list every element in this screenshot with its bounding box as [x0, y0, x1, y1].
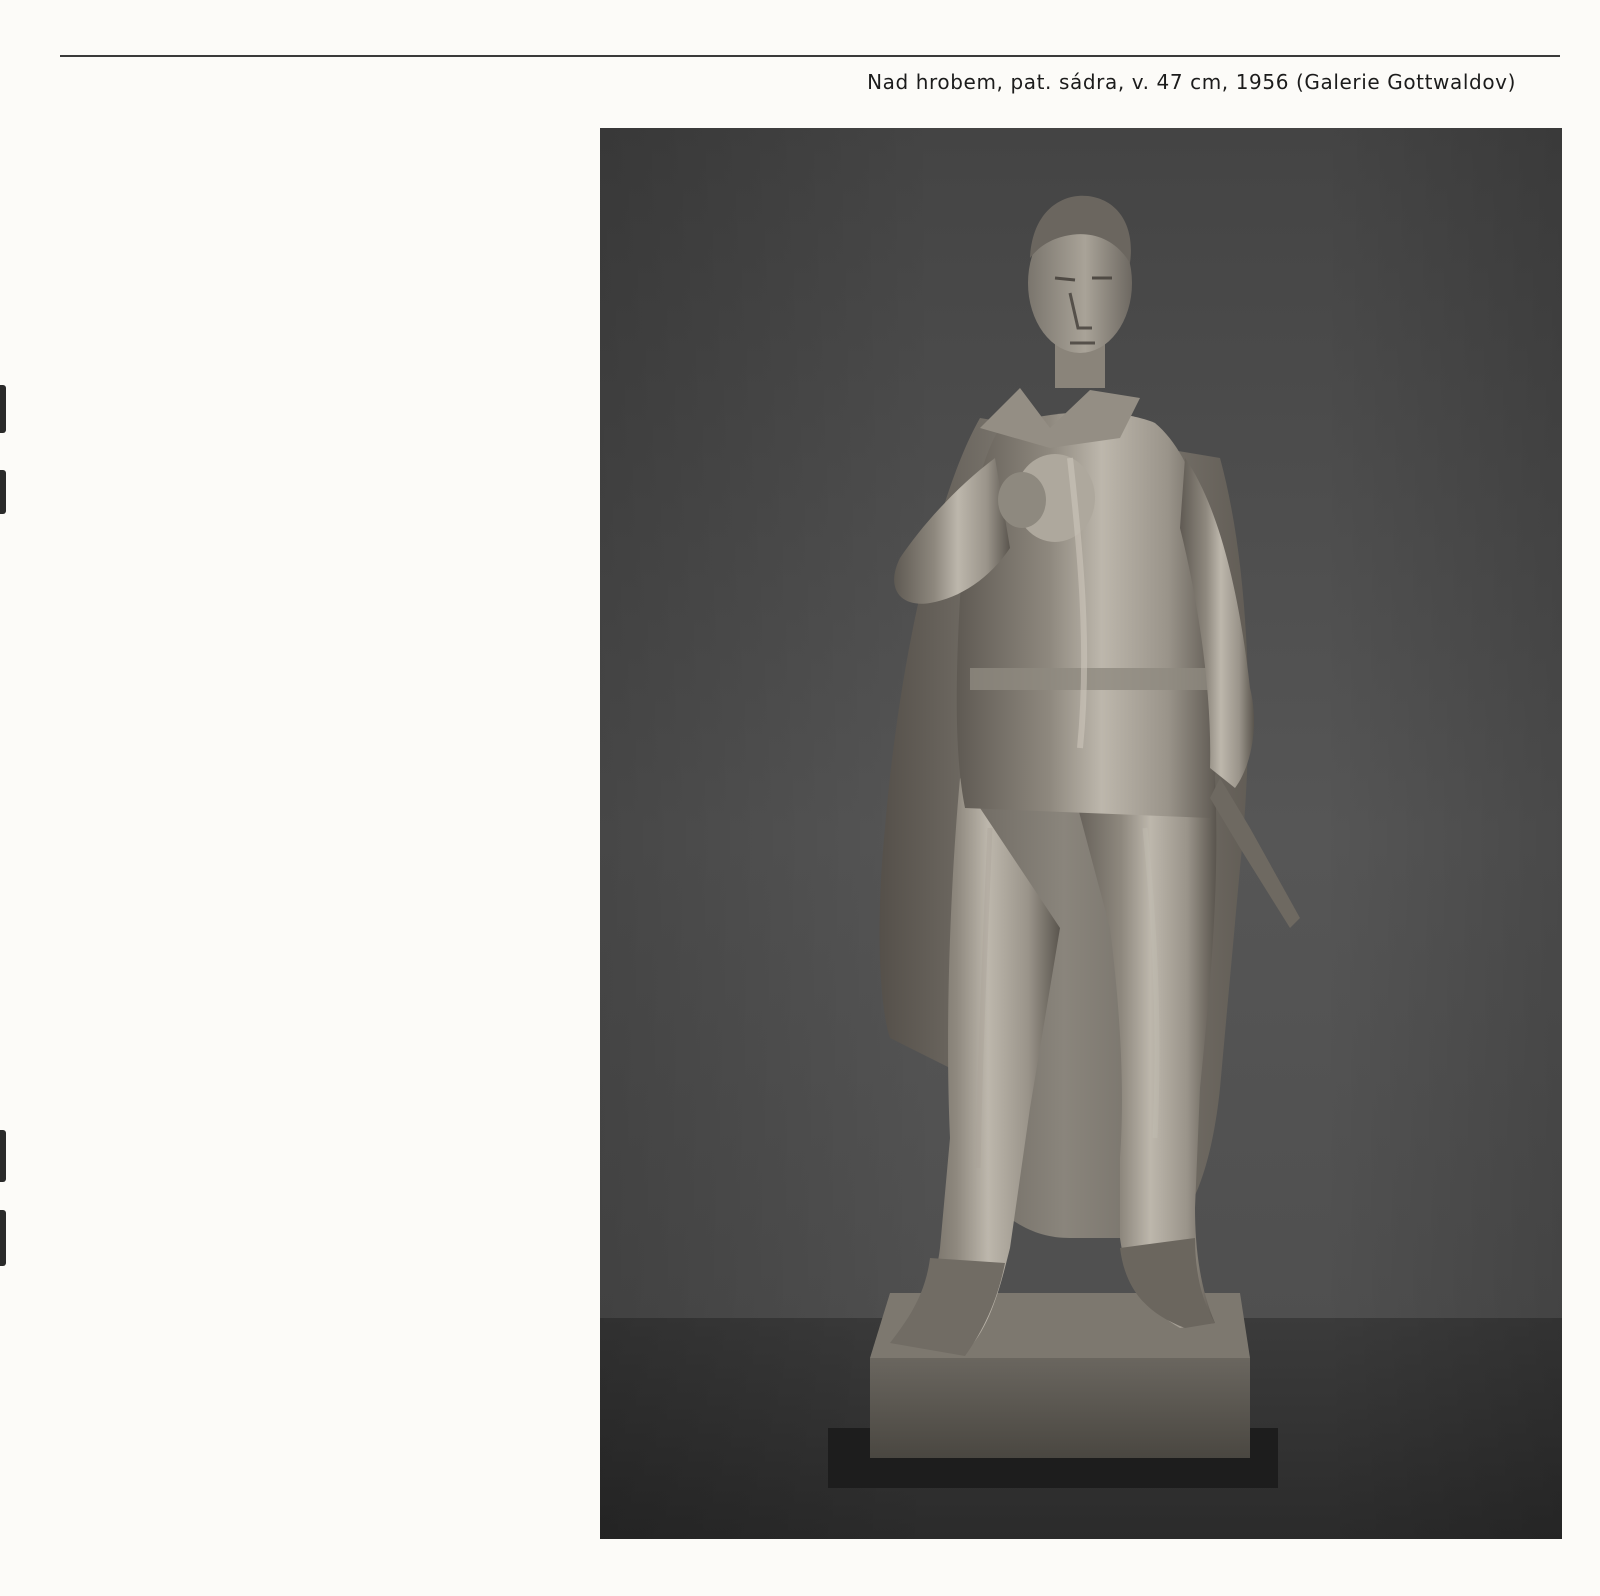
figure-caption: Nad hrobem, pat. sádra, v. 47 cm, 1956 (Galerie Gottwaldov) [867, 70, 1516, 94]
left-edge-mark-lower-1 [0, 1130, 6, 1182]
sculpture-photograph [600, 128, 1562, 1539]
left-edge-mark-upper-1 [0, 385, 6, 433]
left-edge-mark-lower-2 [0, 1210, 6, 1266]
top-rule [60, 55, 1560, 57]
left-edge-mark-upper-2 [0, 470, 6, 514]
